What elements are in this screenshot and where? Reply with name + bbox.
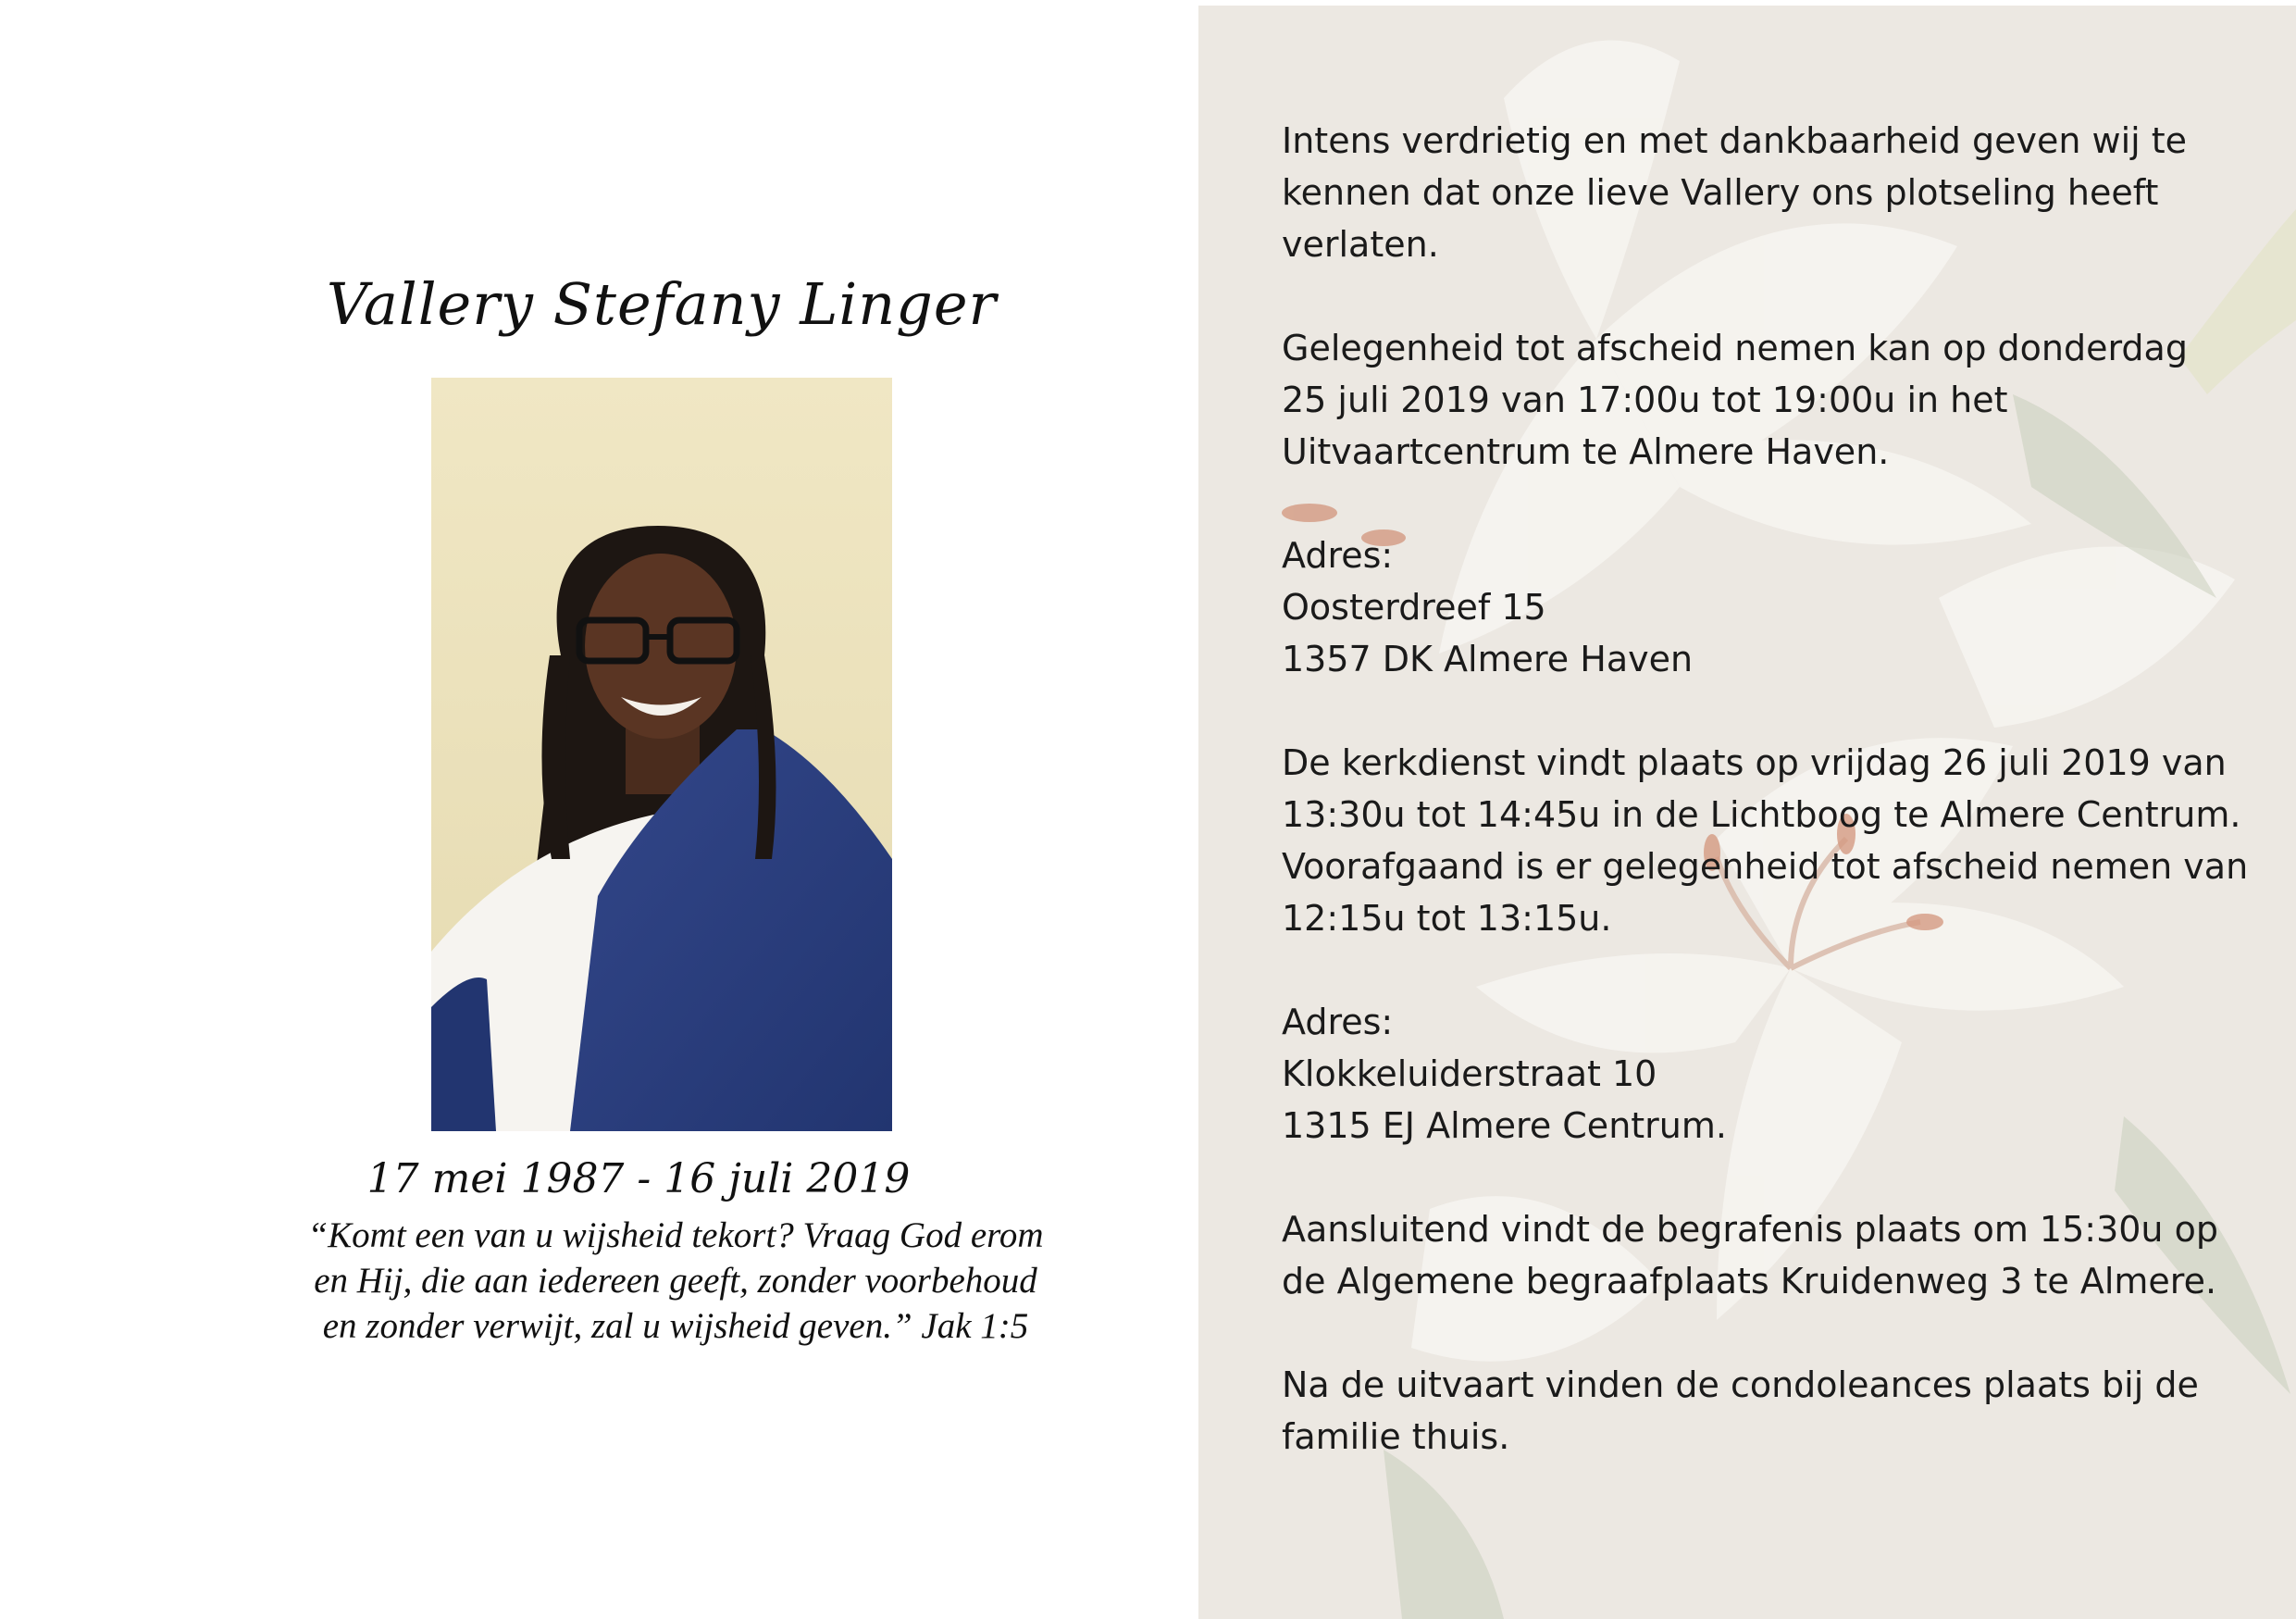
paragraph-intro xyxy=(1282,115,2272,270)
text-line: familie thuis. xyxy=(1282,1416,1510,1457)
paragraph-address-2 xyxy=(1282,996,2272,1152)
paragraph-burial xyxy=(1282,1203,2272,1307)
bible-quote xyxy=(278,1213,1074,1349)
text-line: 1357 DK Almere Haven xyxy=(1282,639,1694,679)
text-line: Uitvaartcentrum te Almere Haven. xyxy=(1282,431,1890,472)
paragraph-farewell xyxy=(1282,322,2272,478)
quote-line: en zonder verwijt, zal u wijsheid geven.” Jak 1:5 xyxy=(322,1306,1029,1346)
text-line: 12:15u tot 13:15u. xyxy=(1282,898,1612,939)
text-line: 1315 EJ Almere Centrum. xyxy=(1282,1105,1727,1146)
portrait-photo xyxy=(431,378,892,1131)
text-line: 25 juli 2019 van 17:00u tot 19:00u in het xyxy=(1282,380,2008,420)
text-line: 13:30u tot 14:45u in de Lichtboog te Almere Centrum. xyxy=(1282,794,2241,835)
deceased-name: Vallery Stefany Linger xyxy=(326,270,998,338)
text-line: kennen dat onze lieve Vallery ons plotseling heeft xyxy=(1282,172,2159,213)
text-line: Aansluitend vindt de begrafenis plaats om 15:30u op xyxy=(1282,1209,2218,1250)
text-line: de Algemene begraafplaats Kruidenweg 3 te Almere. xyxy=(1282,1261,2217,1301)
paragraph-church-service xyxy=(1282,737,2272,944)
text-line: Adres: xyxy=(1282,1002,1394,1042)
text-line: Voorafgaand is er gelegenheid tot afscheid nemen van xyxy=(1282,846,2249,887)
quote-line: “Komt een van u wijsheid tekort? Vraag God erom xyxy=(307,1215,1044,1255)
text-line: Gelegenheid tot afscheid nemen kan op donderdag xyxy=(1282,328,2188,368)
paragraph-address-1 xyxy=(1282,529,2272,685)
text-line: Na de uitvaart vinden de condoleances plaats bij de xyxy=(1282,1364,2199,1405)
quote-line: en Hij, die aan iedereen geeft, zonder voorbehoud xyxy=(314,1261,1037,1301)
text-line: Adres: xyxy=(1282,535,1394,576)
right-panel xyxy=(1198,6,2296,1619)
text-line: Klokkeluiderstraat 10 xyxy=(1282,1053,1657,1094)
text-line: Intens verdrietig en met dankbaarheid geven wij te xyxy=(1282,120,2188,161)
text-line: Oosterdreef 15 xyxy=(1282,587,1546,628)
life-dates: 17 mei 1987 - 16 juli 2019 xyxy=(366,1155,911,1202)
announcement-text xyxy=(1282,115,2272,1514)
portrait-illustration xyxy=(431,378,892,1131)
paragraph-condolences xyxy=(1282,1359,2272,1463)
text-line: verlaten. xyxy=(1282,224,1439,265)
text-line: De kerkdienst vindt plaats op vrijdag 26 juli 2019 van xyxy=(1282,742,2227,783)
